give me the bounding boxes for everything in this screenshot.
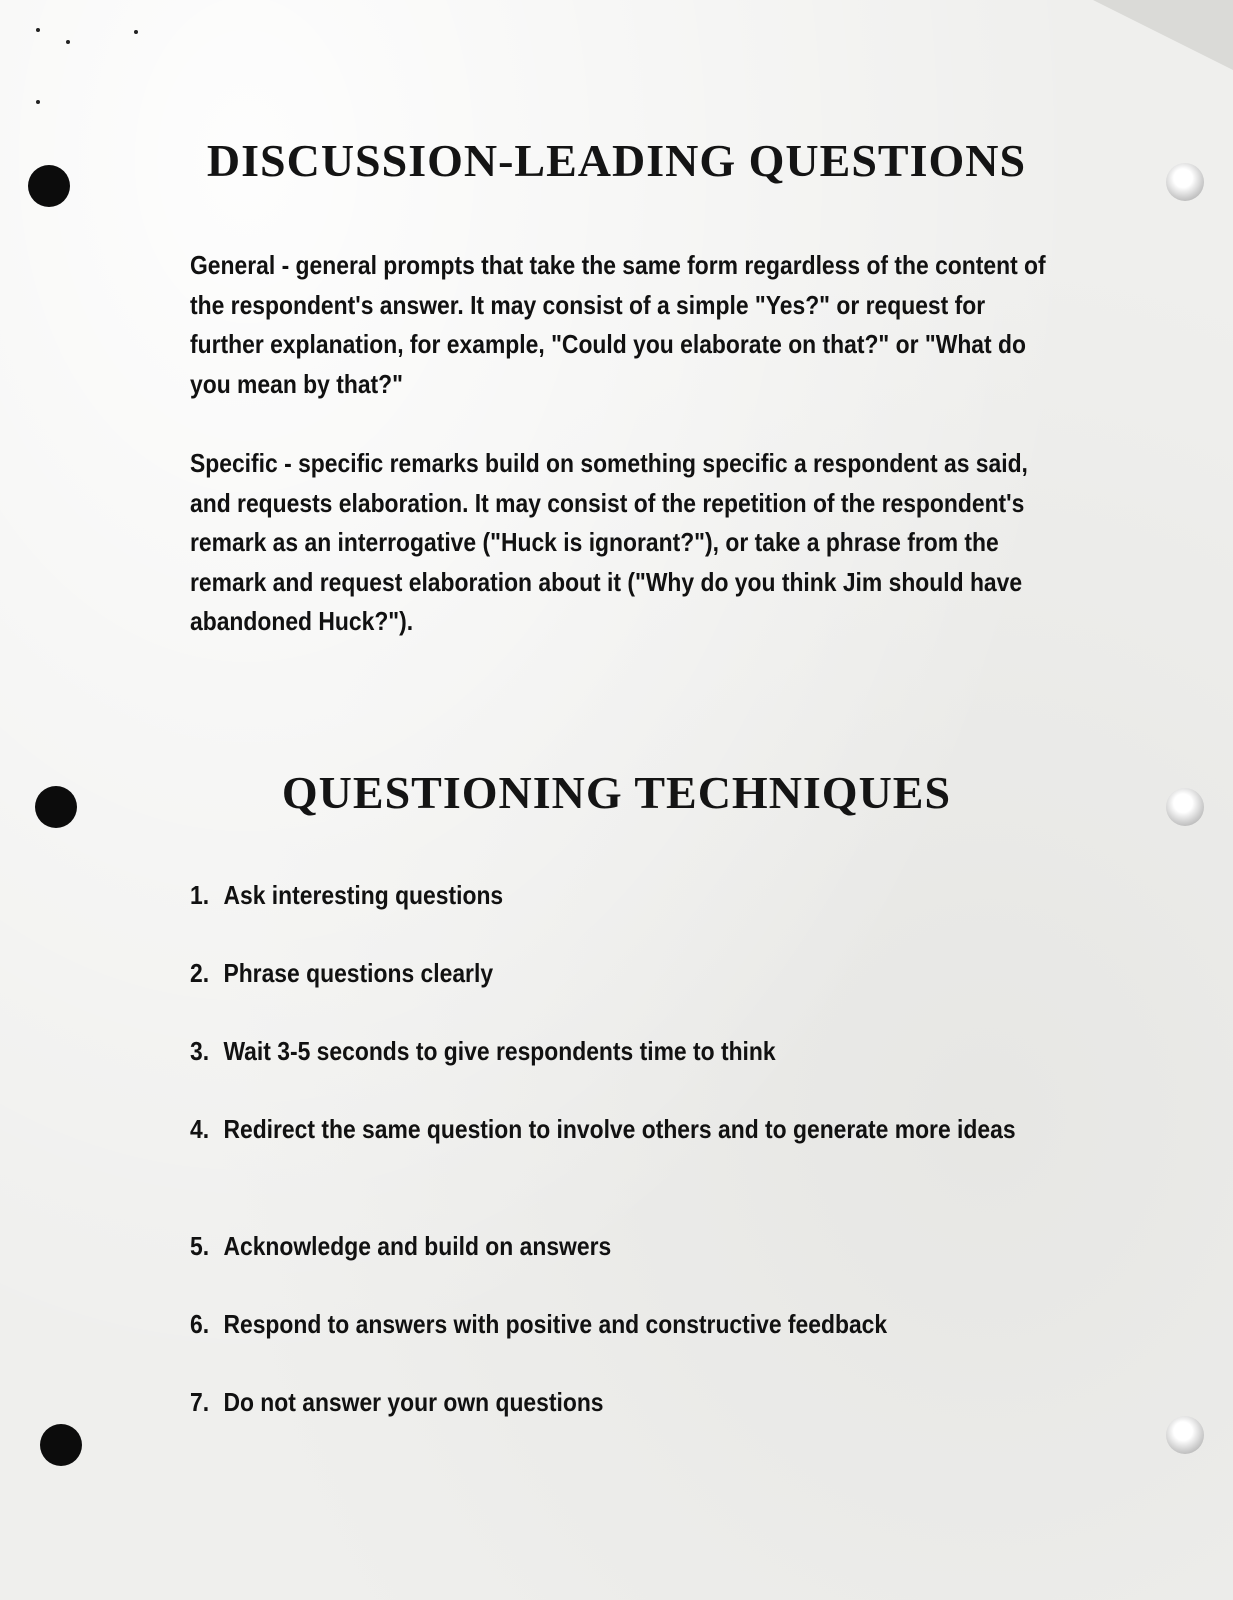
list-item: [190, 1383, 604, 1422]
scan-speck: [66, 40, 70, 44]
list-item: [190, 1110, 1033, 1149]
list-item-number: 4.: [190, 1114, 210, 1144]
page-fold-corner: [1093, 0, 1233, 70]
list-item-number: 1.: [190, 880, 210, 910]
list-item-text: Phrase questions clearly: [223, 958, 494, 988]
list-item: [190, 954, 493, 993]
list-item-number: 5.: [190, 1231, 210, 1261]
list-item-text: Redirect the same question to involve others and to generate more ideas: [223, 1114, 1016, 1144]
list-item-text: Wait 3-5 seconds to give respondents time to think: [223, 1036, 776, 1066]
punch-hole-icon: [40, 1424, 82, 1466]
list-item-text: Ask interesting questions: [223, 880, 504, 910]
section-title-techniques: QUESTIONING TECHNIQUES: [281, 767, 952, 818]
specific-prompt-paragraph: Specific - specific remarks build on something specific a respondent as said, and requests elaboration. It may consist of the repetition of the respondent's remark as an interrogative ("Huck is ignorant?"), or take a phrase from the remark and request elaboration about it ("Why do you think Jim should have abandoned Huck?").: [190, 448, 1028, 636]
list-item-number: 6.: [190, 1309, 210, 1339]
list-item: [190, 1305, 887, 1344]
general-prompt-paragraph: General - general prompts that take the same form regardless of the content of the respondent's answer. It may consist of a simple "Yes?" or request for further explanation, for example, "Could you elaborate on that?" or "What do you mean by that?": [190, 250, 1046, 399]
list-item-text: Respond to answers with positive and constructive feedback: [223, 1309, 888, 1339]
list-item: [190, 1227, 611, 1266]
list-item: [190, 876, 503, 915]
scan-speck: [36, 28, 40, 32]
list-item-text: Acknowledge and build on answers: [223, 1231, 612, 1261]
reinforcement-ring-icon: [1166, 1416, 1204, 1454]
list-item-text: Do not answer your own questions: [223, 1387, 604, 1417]
list-item-number: 7.: [190, 1387, 210, 1417]
scan-speck: [134, 30, 138, 34]
section-title-discussion: DISCUSSION-LEADING QUESTIONS: [206, 135, 1027, 186]
list-item: [190, 1032, 776, 1071]
list-item-number: 2.: [190, 958, 210, 988]
list-item-number: 3.: [190, 1036, 210, 1066]
scan-speck: [36, 100, 40, 104]
